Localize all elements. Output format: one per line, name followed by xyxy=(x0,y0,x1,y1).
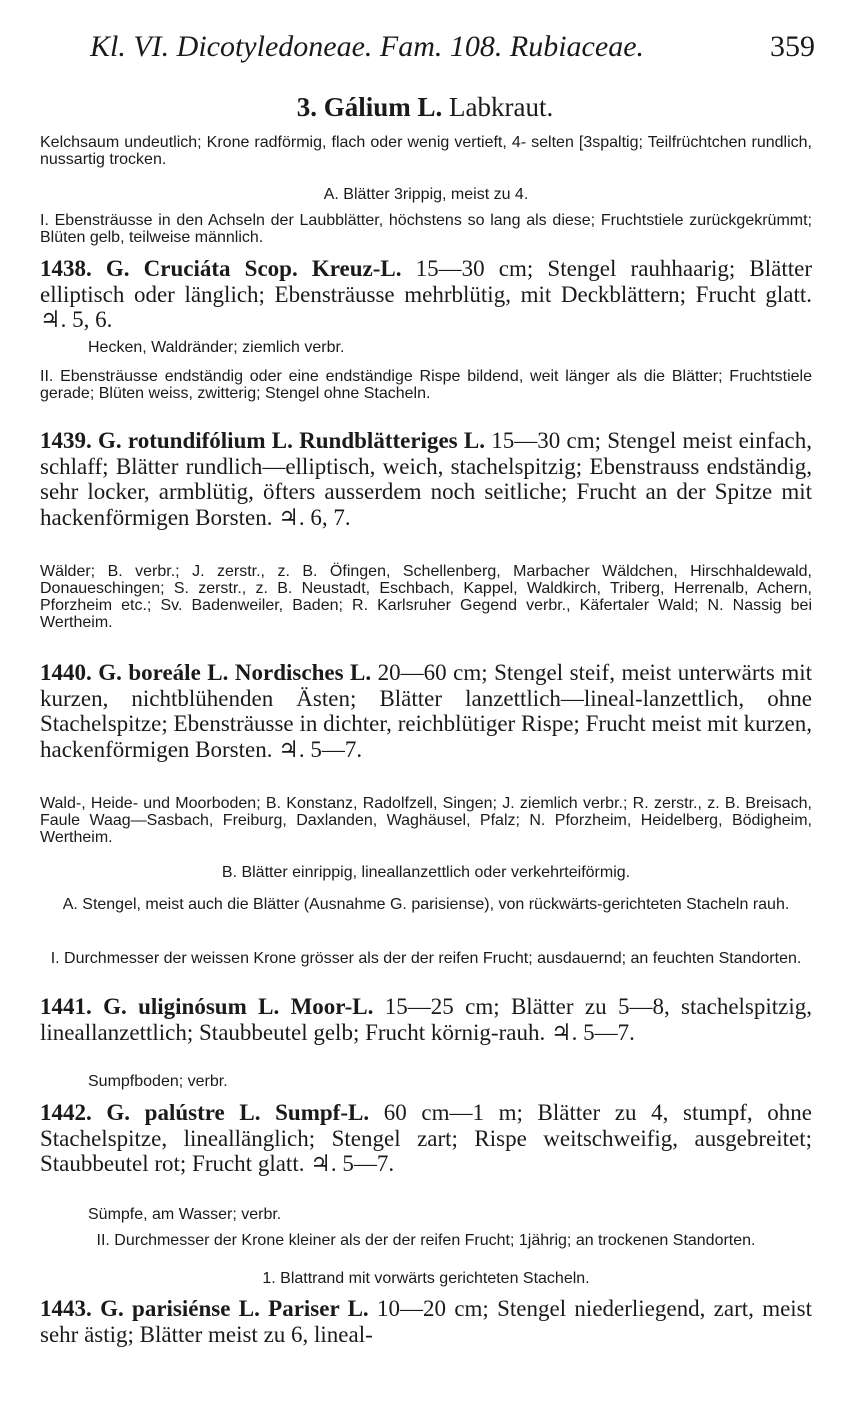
species-entry xyxy=(40,256,812,333)
species-number-name: 1443. G. parisiénse L. xyxy=(40,1296,260,1321)
species-text: 15—25 cm; Blätter zu 5—8, stachelspitzig, lineallanzettlich; Staubbeutel gelb; Frucht körnig-rauh. ♃. 5—7. xyxy=(40,994,812,1045)
species-entry xyxy=(40,428,812,530)
species-entry xyxy=(40,1296,812,1347)
genus-common-name: Labkraut. xyxy=(449,92,554,122)
species-locality: Wald-, Heide- und Moorboden; B. Konstanz, Radolfzell, Singen; J. ziemlich verbr.; R. zerstr., z. B. Breisach, Faule Waag—Sasbach, Freiburg, Daxlanden, Waghäusel, Pfalz; N. Pforzheim, Heidelberg, Bödigheim, Wertheim. xyxy=(40,795,812,846)
key-section-B-A-II: II. Durchmesser der Krone kleiner als der der reifen Frucht; 1jährig; an trockenen Standorten. xyxy=(96,1232,756,1249)
species-common-name: Pariser L. xyxy=(268,1296,369,1321)
key-section-A-I: I. Ebensträusse in den Achseln der Laubblätter, höchstens so lang als diese; Fruchtstiele zurückgekrümmt; Blüten gelb, teilweise männlich. xyxy=(40,212,812,246)
genus-description: Kelchsaum undeutlich; Krone radförmig, flach oder wenig vertieft, 4- selten [3spaltig; Teilfrüchtchen rundlich, nussartig trocken. xyxy=(40,134,812,168)
running-header xyxy=(90,30,815,64)
species-locality: Sumpfboden; verbr. xyxy=(88,1073,228,1090)
species-number-name: 1440. G. boreále L. xyxy=(40,660,229,685)
species-text: 15—30 cm; Stengel meist einfach, schlaff; Blätter rundlich—elliptisch, weich, stachelspitzig; Ebenstrauss endständig, sehr locker, armblütig, öfters ausserdem noch seitliche; Frucht an der Spitze mit hackenförmigen Borsten. ♃. 6, 7. xyxy=(40,428,813,530)
species-locality: Wälder; B. verbr.; J. zerstr., z. B. Öfingen, Schellenberg, Marbacher Wäldchen, Hirschhaldewald, Donaueschingen; S. zerstr., z. B. Neustadt, Eschbach, Kappel, Waldkirch, Triberg, Herrenalb, Achern, Pforzheim etc.; Sv. Badenweiler, Baden; R. Karlsruher Gegend verbr., Käfertaler Wald; N. Nassig bei Wertheim. xyxy=(40,563,812,631)
species-locality: Hecken, Waldränder; ziemlich verbr. xyxy=(88,339,345,356)
species-common-name: Kreuz-L. xyxy=(311,256,402,281)
species-number-name: 1442. G. palústre L. xyxy=(40,1100,261,1125)
header-title: Kl. VI. Dicotyledoneae. Fam. 108. Rubiaceae. xyxy=(90,30,645,63)
key-section-B-A-I: I. Durchmesser der weissen Krone grösser als der der reifen Frucht; ausdauernd; an feuchten Standorten. xyxy=(50,950,802,967)
species-number-name: 1439. G. rotundifólium L. xyxy=(40,428,293,453)
species-locality: Sümpfe, am Wasser; verbr. xyxy=(88,1206,282,1223)
species-text: 15—30 cm; Stengel rauhhaarig; Blätter elliptisch oder länglich; Ebensträusse mehrblütig, mit Deckblättern; Frucht glatt. ♃. 5, 6. xyxy=(40,256,812,332)
key-section-A: A. Blätter 3rippig, meist zu 4. xyxy=(323,186,529,203)
species-common-name: Nordisches L. xyxy=(234,660,372,685)
key-section-B-A: A. Stengel, meist auch die Blätter (Ausnahme G. parisiense), von rückwärts-gerichteten Stacheln rauh. xyxy=(62,896,790,913)
species-text: 20—60 cm; Stengel steif, meist unterwärts mit kurzen, nichtblühenden Ästen; Blätter lanzettlich—lineal-lanzettlich, ohne Stachelspitze; Ebensträusse in dichter, reichblütiger Rispe; Frucht meist mit kurzen, hackenförmigen Borsten. ♃. 5—7. xyxy=(40,660,813,762)
species-common-name: Sumpf-L. xyxy=(275,1100,370,1125)
genus-name: 3. Gálium L. xyxy=(296,92,443,122)
species-entry xyxy=(40,994,812,1045)
species-number-name: 1441. G. uliginósum L. xyxy=(40,994,280,1019)
key-section-B-A-II-1: 1. Blattrand mit vorwärts gerichteten Stacheln. xyxy=(262,1270,590,1287)
species-number-name: 1438. G. Cruciáta Scop. xyxy=(40,256,298,281)
key-section-B: B. Blätter einrippig, lineallanzettlich oder verkehrteiförmig. xyxy=(221,864,631,881)
key-section-A-II: II. Ebensträusse endständig oder eine endständige Rispe bildend, weit länger als die Blätter; Fruchtstiele gerade; Blüten weiss, zwitterig; Stengel ohne Stacheln. xyxy=(40,368,812,402)
species-text: 10—20 cm; Stengel niederliegend, zart, meist sehr ästig; Blätter meist zu 6, lineal- xyxy=(40,1296,813,1347)
species-text: 60 cm—1 m; Blätter zu 4, stumpf, ohne Stachelspitze, lineallänglich; Stengel zart; Rispe weitschweifig, ausgebreitet; Staubbeutel rot; Frucht glatt. ♃. 5—7. xyxy=(40,1100,812,1176)
species-entry xyxy=(40,1100,812,1177)
page-number: 359 xyxy=(770,30,815,63)
species-entry xyxy=(40,660,812,762)
genus-heading xyxy=(0,92,850,123)
species-common-name: Rundblätteriges L. xyxy=(299,428,485,453)
species-common-name: Moor-L. xyxy=(290,994,374,1019)
